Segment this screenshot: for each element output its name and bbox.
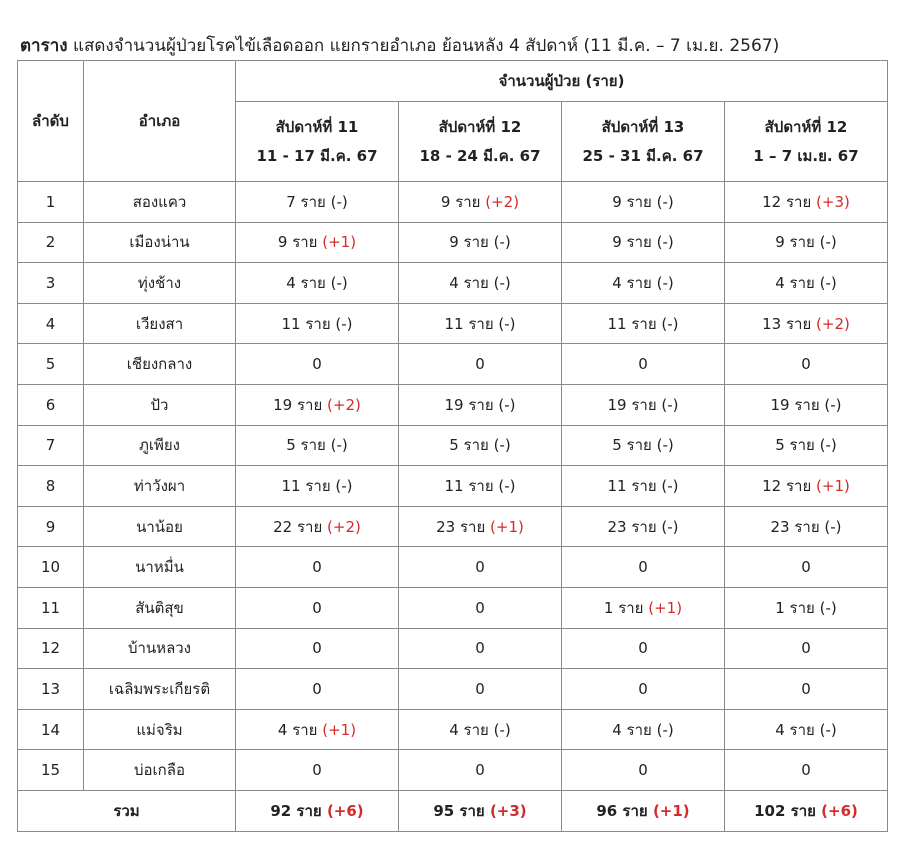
- case-count: 0: [312, 679, 322, 698]
- case-count: 0: [475, 558, 485, 577]
- change-indicator: (-): [656, 436, 674, 455]
- case-count: 0: [475, 679, 485, 698]
- case-count: 0: [638, 679, 648, 698]
- change-indicator: (-): [335, 314, 353, 333]
- week-cell: [562, 425, 725, 466]
- change-indicator: (+2): [816, 314, 850, 333]
- change-indicator: (-): [493, 273, 511, 292]
- case-count: 11 ราย: [281, 314, 331, 333]
- week-cell: [725, 384, 888, 425]
- change-indicator: (-): [824, 517, 842, 536]
- case-count: 0: [638, 558, 648, 577]
- case-count: 19 ราย: [444, 395, 494, 414]
- case-count: 9 ราย: [612, 233, 652, 252]
- district-name: นาหมื่น: [84, 547, 236, 588]
- row-number: 3: [18, 263, 84, 304]
- table-row: [18, 587, 888, 628]
- change-indicator: (+1): [322, 720, 357, 739]
- week-cell: [562, 628, 725, 669]
- header-week-1: สัปดาห์ที่ 11 11 - 17 มี.ค. 67: [236, 102, 399, 182]
- case-count: 0: [801, 639, 811, 658]
- case-count: 0: [312, 639, 322, 658]
- change-indicator: (+6): [821, 801, 858, 820]
- week-cell: [725, 466, 888, 507]
- case-count: 9 ราย: [775, 233, 815, 252]
- week-cell: [399, 344, 562, 385]
- district-name: ทุ่งช้าง: [84, 263, 236, 304]
- week-cell: [236, 587, 399, 628]
- week-cell: [399, 425, 562, 466]
- change-indicator: (-): [656, 192, 674, 211]
- case-count: 0: [638, 639, 648, 658]
- change-indicator: (-): [335, 476, 353, 495]
- case-count: 1 ราย: [603, 598, 644, 617]
- week-cell: [562, 384, 725, 425]
- week-cell: [236, 506, 399, 547]
- change-indicator: (-): [498, 395, 516, 414]
- case-count: 5 ราย: [449, 436, 489, 455]
- row-number: 8: [18, 466, 84, 507]
- case-count: 9 ราย: [612, 192, 652, 211]
- table-caption: [20, 32, 779, 59]
- change-indicator: (-): [493, 720, 511, 739]
- week-cell: [399, 587, 562, 628]
- case-count: 0: [475, 355, 485, 374]
- total-label: รวม: [18, 790, 236, 831]
- change-indicator: (+6): [326, 801, 364, 820]
- case-count: 0: [801, 558, 811, 577]
- table-row: [18, 222, 888, 263]
- table-row: [18, 709, 888, 750]
- case-count: 23 ราย: [770, 517, 820, 536]
- week-cell: [725, 425, 888, 466]
- case-count: 9 ราย: [449, 233, 489, 252]
- case-count: 0: [801, 679, 811, 698]
- table-row: [18, 547, 888, 588]
- week-cell: [236, 547, 399, 588]
- week-cell: [562, 587, 725, 628]
- change-indicator: (-): [661, 517, 679, 536]
- week-cell: [399, 506, 562, 547]
- case-count: 0: [312, 598, 322, 617]
- case-count: 7 ราย: [286, 192, 326, 211]
- case-count: 96 ราย: [596, 801, 648, 820]
- change-indicator: (+1): [490, 517, 524, 536]
- change-indicator: (-): [493, 233, 511, 252]
- row-number: 13: [18, 669, 84, 710]
- row-number: 12: [18, 628, 84, 669]
- case-count: 11 ราย: [607, 476, 657, 495]
- week-cell: [725, 669, 888, 710]
- case-count: 92 ราย: [270, 801, 322, 820]
- district-name: เชียงกลาง: [84, 344, 236, 385]
- total-cell: [725, 790, 888, 831]
- week-cell: [725, 182, 888, 223]
- week-cell: [399, 222, 562, 263]
- change-indicator: (+3): [816, 192, 850, 211]
- change-indicator: (-): [330, 192, 348, 211]
- week-cell: [725, 344, 888, 385]
- row-number: 9: [18, 506, 84, 547]
- week-cell: [562, 303, 725, 344]
- case-count: 0: [475, 639, 485, 658]
- district-name: เฉลิมพระเกียรติ: [84, 669, 236, 710]
- row-number: 10: [18, 547, 84, 588]
- header-order: ลำดับ: [18, 61, 84, 182]
- case-count: 9 ราย: [277, 233, 318, 252]
- week-cell: [562, 182, 725, 223]
- header-patients: จำนวนผู้ป่วย (ราย): [236, 61, 888, 102]
- week-cell: [236, 425, 399, 466]
- week-cell: [562, 709, 725, 750]
- change-indicator: (-): [819, 720, 837, 739]
- total-cell: [562, 790, 725, 831]
- week-cell: [562, 547, 725, 588]
- district-name: ภูเพียง: [84, 425, 236, 466]
- header-district: อำเภอ: [84, 61, 236, 182]
- row-number: 1: [18, 182, 84, 223]
- week-cell: [399, 547, 562, 588]
- change-indicator: (+3): [489, 801, 527, 820]
- week-cell: [562, 506, 725, 547]
- table-row: [18, 344, 888, 385]
- district-name: นาน้อย: [84, 506, 236, 547]
- change-indicator: (-): [498, 314, 516, 333]
- week-cell: [236, 384, 399, 425]
- week-cell: [725, 628, 888, 669]
- change-indicator: (-): [819, 273, 837, 292]
- district-name: สองแคว: [84, 182, 236, 223]
- change-indicator: (-): [819, 436, 837, 455]
- change-indicator: (-): [819, 598, 837, 617]
- week-cell: [399, 669, 562, 710]
- week-cell: [399, 263, 562, 304]
- case-count: 19 ราย: [273, 395, 323, 414]
- week-cell: [725, 587, 888, 628]
- case-count: 0: [638, 761, 648, 780]
- table-row: [18, 425, 888, 466]
- district-name: เมืองน่าน: [84, 222, 236, 263]
- case-count: 19 ราย: [770, 395, 820, 414]
- table-row: [18, 466, 888, 507]
- week-cell: [236, 628, 399, 669]
- week-cell: [399, 466, 562, 507]
- case-count: 4 ราย: [286, 273, 326, 292]
- case-count: 5 ราย: [775, 436, 815, 455]
- change-indicator: (-): [330, 273, 348, 292]
- row-number: 4: [18, 303, 84, 344]
- case-count: 22 ราย: [273, 517, 323, 536]
- district-name: เวียงสา: [84, 303, 236, 344]
- case-count: 4 ราย: [277, 720, 318, 739]
- week-cell: [236, 750, 399, 791]
- week-cell: [725, 222, 888, 263]
- row-number: 15: [18, 750, 84, 791]
- change-indicator: (-): [819, 233, 837, 252]
- case-count: 9 ราย: [440, 192, 481, 211]
- header-week-3: สัปดาห์ที่ 13 25 - 31 มี.ค. 67: [562, 102, 725, 182]
- week-cell: [236, 466, 399, 507]
- week-cell: [725, 750, 888, 791]
- table-row: [18, 384, 888, 425]
- week-cell: [399, 384, 562, 425]
- week-cell: [236, 222, 399, 263]
- caption-text: แสดงจำนวนผู้ป่วยโรคไข้เลือดออก แยกรายอำเภอ ย้อนหลัง 4 สัปดาห์ (11 มี.ค. – 7 เม.ย. 2567): [67, 36, 780, 56]
- case-count: 11 ราย: [281, 476, 331, 495]
- change-indicator: (+1): [648, 598, 683, 617]
- week-cell: [725, 506, 888, 547]
- table-row: [18, 263, 888, 304]
- week-cell: [399, 709, 562, 750]
- case-count: 4 ราย: [612, 273, 652, 292]
- row-number: 2: [18, 222, 84, 263]
- change-indicator: (+1): [816, 476, 850, 495]
- case-count: 95 ราย: [433, 801, 485, 820]
- week-cell: [399, 303, 562, 344]
- week-cell: [562, 222, 725, 263]
- case-count: 4 ราย: [612, 720, 652, 739]
- week-cell: [562, 344, 725, 385]
- case-count: 5 ราย: [612, 436, 652, 455]
- district-name: บ่อเกลือ: [84, 750, 236, 791]
- district-name: ปัว: [84, 384, 236, 425]
- change-indicator: (-): [656, 273, 674, 292]
- table-row: [18, 506, 888, 547]
- total-cell: [236, 790, 399, 831]
- case-count: 5 ราย: [286, 436, 326, 455]
- total-row: [18, 790, 888, 831]
- change-indicator: (+2): [485, 192, 520, 211]
- table-row: [18, 750, 888, 791]
- case-count: 4 ราย: [449, 720, 489, 739]
- case-count: 23 ราย: [436, 517, 486, 536]
- case-count: 0: [312, 355, 322, 374]
- case-count: 13 ราย: [762, 314, 812, 333]
- week-cell: [725, 547, 888, 588]
- table-row: [18, 628, 888, 669]
- case-count: 12 ราย: [762, 192, 812, 211]
- case-count: 102 ราย: [754, 801, 816, 820]
- table-row: [18, 182, 888, 223]
- case-count: 11 ราย: [444, 314, 494, 333]
- change-indicator: (-): [661, 314, 679, 333]
- change-indicator: (-): [824, 395, 842, 414]
- week-cell: [562, 263, 725, 304]
- caption-label: ตาราง: [20, 36, 68, 56]
- change-indicator: (-): [661, 476, 679, 495]
- case-count: 4 ราย: [775, 720, 815, 739]
- case-count: 0: [475, 598, 485, 617]
- case-count: 11 ราย: [444, 476, 494, 495]
- case-count: 19 ราย: [607, 395, 657, 414]
- case-count: 0: [638, 355, 648, 374]
- change-indicator: (+2): [327, 395, 361, 414]
- case-count: 0: [312, 558, 322, 577]
- week-cell: [725, 303, 888, 344]
- change-indicator: (-): [656, 233, 674, 252]
- week-cell: [236, 669, 399, 710]
- case-count: 0: [801, 355, 811, 374]
- table-row: [18, 669, 888, 710]
- week-cell: [725, 263, 888, 304]
- row-number: 6: [18, 384, 84, 425]
- case-count: 0: [475, 761, 485, 780]
- header-week-4: สัปดาห์ที่ 12 1 – 7 เม.ย. 67: [725, 102, 888, 182]
- row-number: 11: [18, 587, 84, 628]
- district-name: แม่จริม: [84, 709, 236, 750]
- case-count: 4 ราย: [449, 273, 489, 292]
- week-cell: [725, 709, 888, 750]
- change-indicator: (+2): [327, 517, 361, 536]
- week-cell: [399, 628, 562, 669]
- case-count: 0: [312, 761, 322, 780]
- row-number: 5: [18, 344, 84, 385]
- row-number: 7: [18, 425, 84, 466]
- case-count: 23 ราย: [607, 517, 657, 536]
- week-cell: [399, 750, 562, 791]
- change-indicator: (-): [330, 436, 348, 455]
- change-indicator: (-): [656, 720, 674, 739]
- week-cell: [562, 466, 725, 507]
- case-count: 0: [801, 761, 811, 780]
- change-indicator: (-): [661, 395, 679, 414]
- change-indicator: (+1): [322, 233, 357, 252]
- district-name: บ้านหลวง: [84, 628, 236, 669]
- change-indicator: (+1): [652, 801, 690, 820]
- dengue-cases-table: [17, 60, 888, 832]
- week-cell: [236, 709, 399, 750]
- case-count: 1 ราย: [775, 598, 815, 617]
- week-cell: [236, 263, 399, 304]
- header-week-2: สัปดาห์ที่ 12 18 - 24 มี.ค. 67: [399, 102, 562, 182]
- total-cell: [399, 790, 562, 831]
- week-cell: [236, 344, 399, 385]
- case-count: 11 ราย: [607, 314, 657, 333]
- week-cell: [236, 182, 399, 223]
- case-count: 4 ราย: [775, 273, 815, 292]
- district-name: สันติสุข: [84, 587, 236, 628]
- week-cell: [399, 182, 562, 223]
- district-name: ท่าวังผา: [84, 466, 236, 507]
- case-count: 12 ราย: [762, 476, 812, 495]
- change-indicator: (-): [498, 476, 516, 495]
- row-number: 14: [18, 709, 84, 750]
- week-cell: [562, 750, 725, 791]
- table-row: [18, 303, 888, 344]
- change-indicator: (-): [493, 436, 511, 455]
- week-cell: [236, 303, 399, 344]
- week-cell: [562, 669, 725, 710]
